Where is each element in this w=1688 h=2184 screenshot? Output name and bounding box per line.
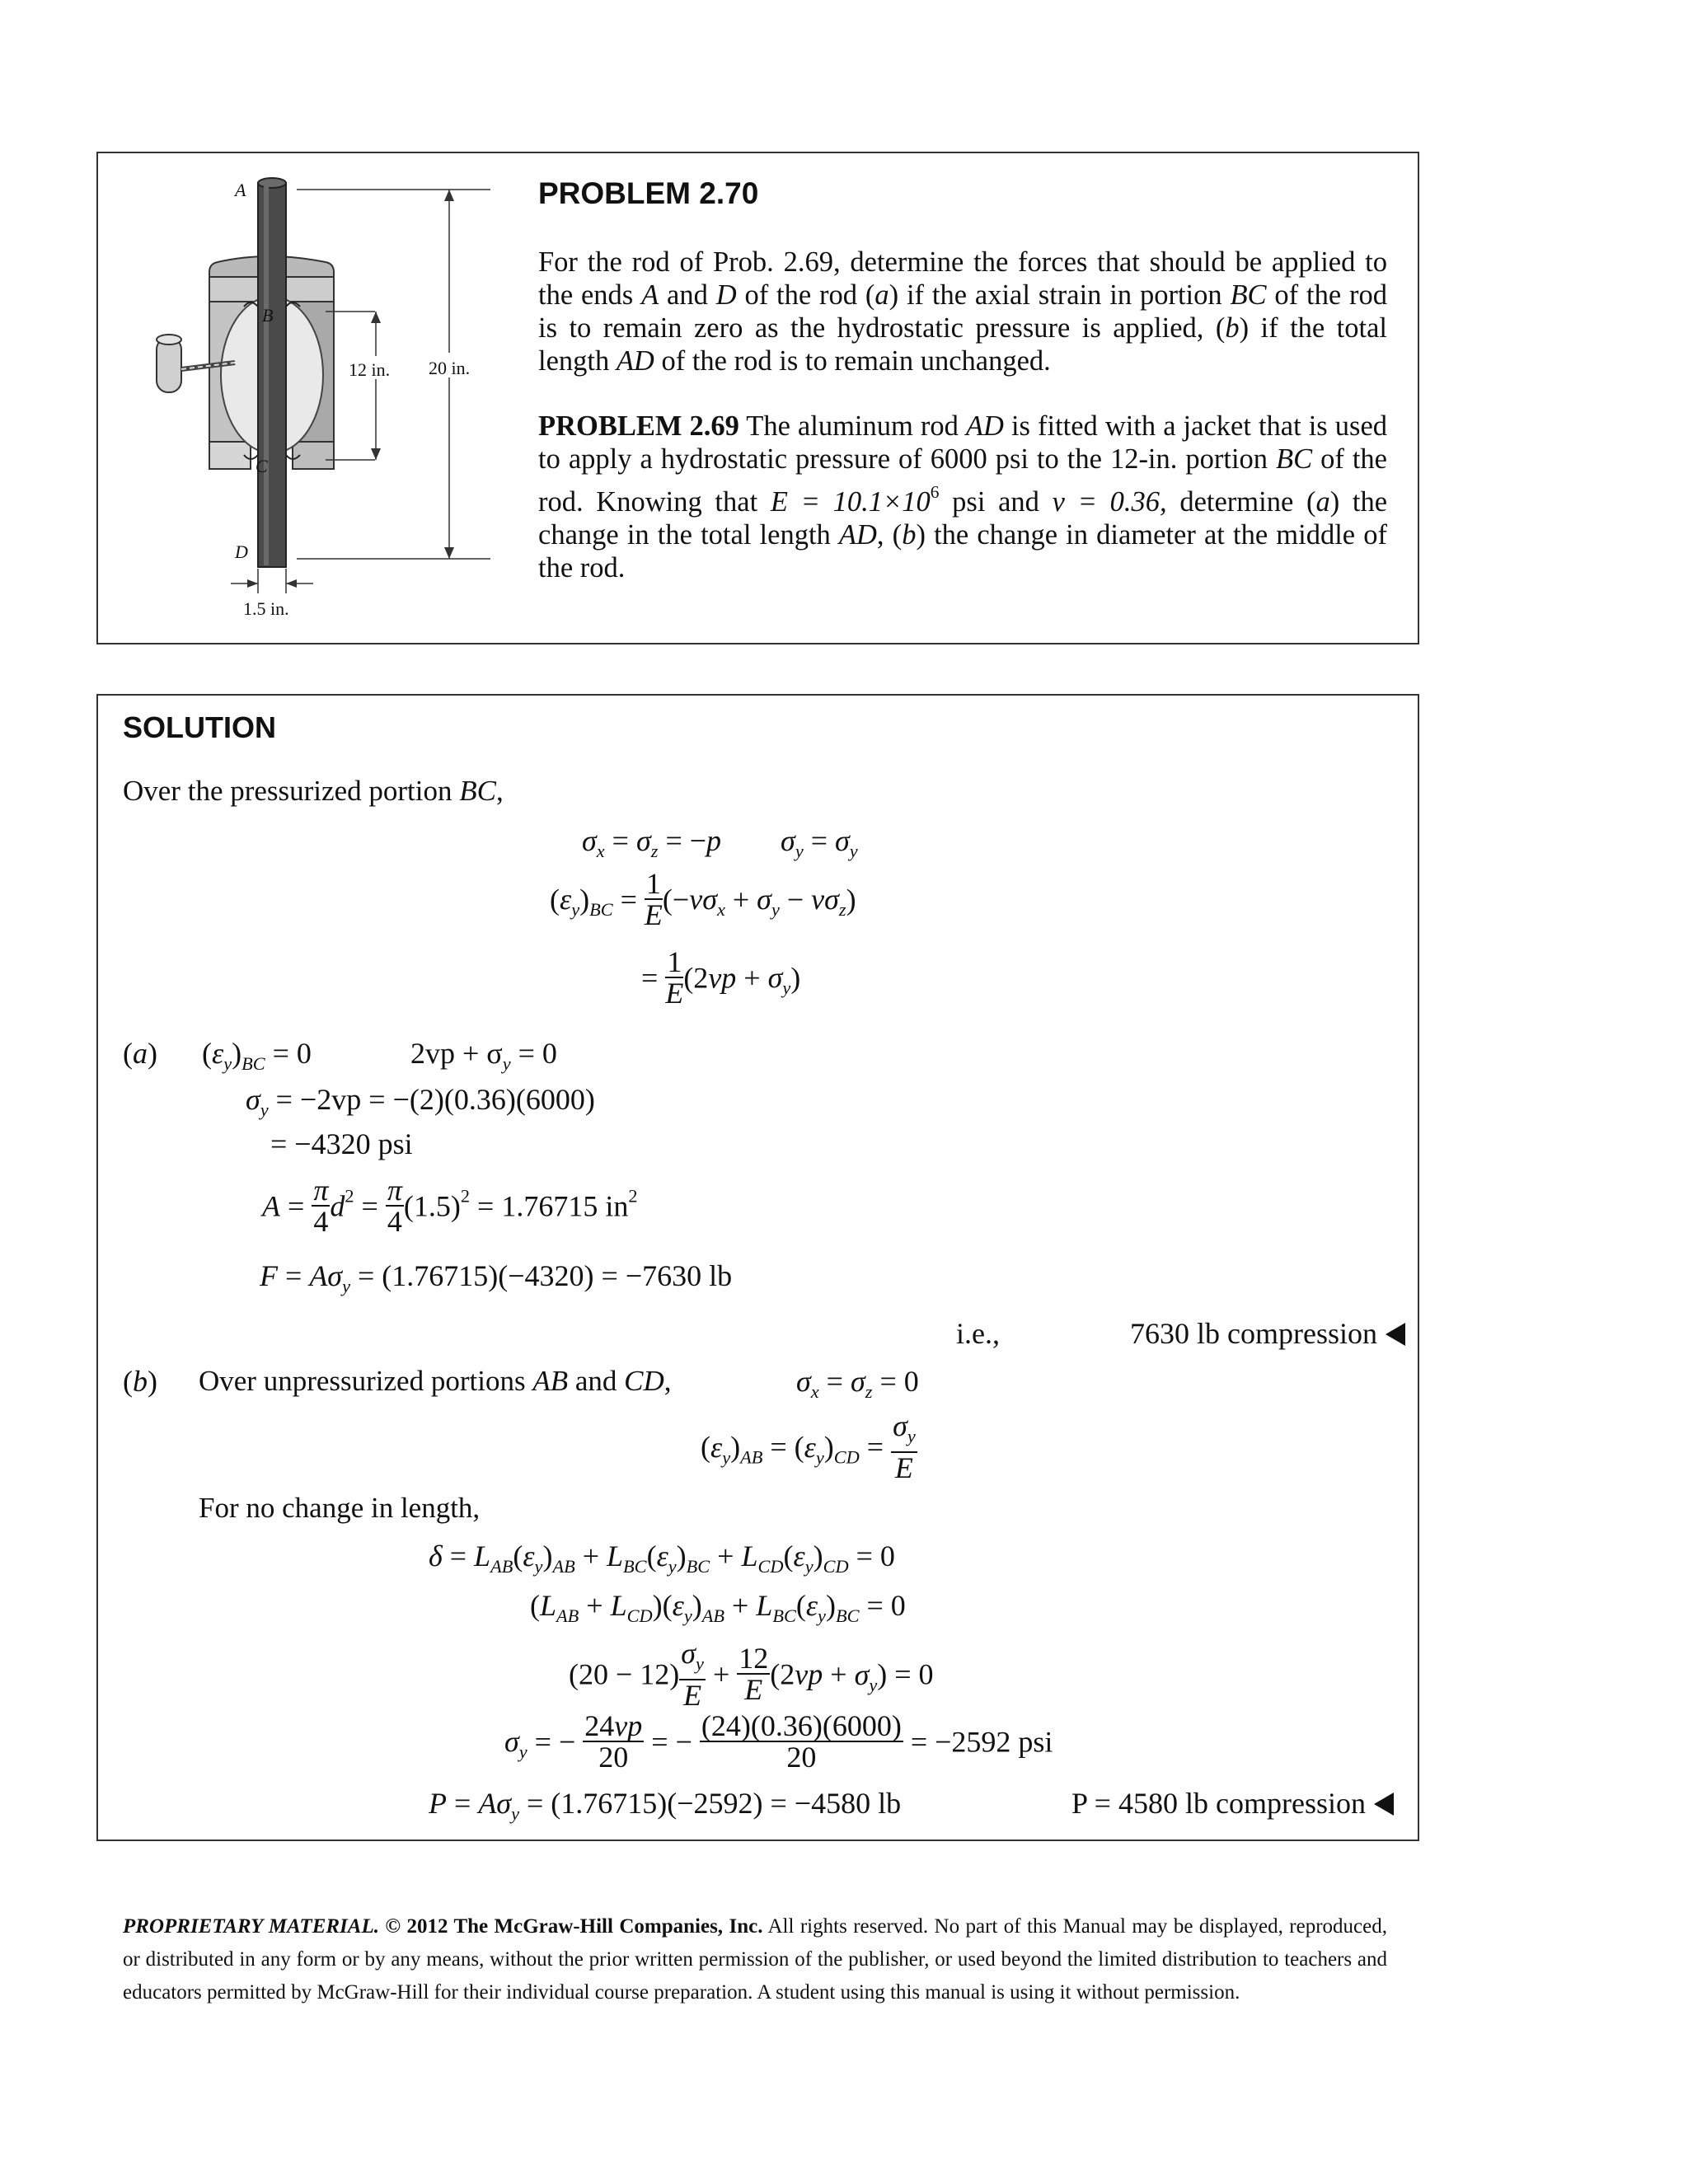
dim-20-label: 20 in.	[429, 358, 471, 378]
answer-a: 7630 lb compression	[1130, 1317, 1405, 1350]
answer-b: P = 4580 lb compression	[1071, 1787, 1394, 1820]
reference-problem: PROBLEM 2.69 The aluminum rod AD is fitted with a jacket that is used to apply a hydrostatic pressure of 6000 psi to the 12-in. portion BC of the rod. Knowing that $E = 10.1\times 10^6$ psi and v = 0.36, determine (a) the change in the total length AD, (b) the change in diameter at the middle of the rod.	[538, 410, 1388, 584]
answer-a-marker-icon	[1386, 1323, 1405, 1346]
eq-strain-bc-simplified: = $\frac{1}{E}$ $(2\nu p + \sigma_y)$	[641, 945, 801, 1010]
part-b-intro: Over unpressurized portions AB and CD,	[199, 1365, 672, 1397]
label-a: A	[235, 180, 246, 200]
eq-b-sigma: $\sigma_y$ = − $\frac{24\nu p}{20}$ = − $\frac{(24)(0.36)(6000)}{20}$ = −2592 psi	[504, 1709, 1053, 1774]
dim-12-label: 12 in.	[349, 359, 391, 380]
eq-a-force: $F = A\sigma_y = (1.76715)(-4320) = -7630$ lb	[260, 1259, 733, 1296]
rod-jacket-figure	[124, 165, 503, 626]
aluminum-rod	[258, 183, 286, 567]
eq-a-sigma-value: = −4320 psi	[270, 1127, 413, 1160]
eq-stress-components: $\sigma_x = \sigma_z = -p$ $\sigma_y = \sigma_y$	[582, 824, 858, 861]
no-change-text: For no change in length,	[199, 1492, 481, 1524]
eq-b-delta: $\delta = L_{AB}(\varepsilon_y)_{AB} + L_{BC}(\varepsilon_y)_{BC} + L_{CD}(\varepsilon_y)_{CD} = 0$	[429, 1540, 895, 1577]
dim-diameter-label: 1.5 in.	[243, 598, 289, 619]
eq-strain-bc: $(\varepsilon_y)_{BC}$ = $\frac{1}{E}$ $(-\nu\sigma_x + \sigma_y - \nu\sigma_z)$	[550, 867, 856, 931]
eq-b-force: $P = A\sigma_y = (1.76715)(-2592) = -4580$ lb	[429, 1787, 902, 1824]
eq-a-sigma: $\sigma_y = -2vp = -(2)(0.36)(6000)$	[246, 1083, 595, 1120]
problem-title: PROBLEM 2.70	[538, 176, 759, 210]
answer-b-marker-icon	[1374, 1793, 1394, 1816]
eq-a-condition: $(\varepsilon_y)_{BC} = 0$	[202, 1037, 312, 1074]
label-c: C	[256, 456, 268, 476]
eq-a-condition2: $2vp + \sigma_y = 0$	[410, 1037, 557, 1074]
valve-cylinder	[157, 338, 181, 392]
eq-b-delta2: $(L_{AB} + L_{CD})(\varepsilon_y)_{AB} + L_{BC}(\varepsilon_y)_{BC} = 0$	[530, 1589, 906, 1626]
eq-b-substituted: (20 − 12) $\frac{\sigma_y}{E}$ + $\frac{12}{E}$ $(2\nu p + \sigma_y) = 0$	[569, 1637, 934, 1712]
label-b: B	[262, 305, 274, 326]
copyright-footer: PROPRIETARY MATERIAL. © 2012 The McGraw-Hill Companies, Inc. All rights reserved. No part of this Manual may be displayed, reproduced, or distributed in any form or by any means, without the prior written permission of the publisher, or used beyond the limited distribution to teachers and educators permitted by McGraw-Hill for their individual course preparation. A student using this manual is using it without permission.	[123, 1915, 1387, 2004]
solution-title: SOLUTION	[123, 710, 276, 744]
part-a-label: (a)	[123, 1037, 157, 1070]
eq-b-stress: $\sigma_x = \sigma_z = 0$	[796, 1365, 919, 1402]
part-b-label: (b)	[123, 1365, 157, 1398]
eq-a-area: A = $\frac{\pi}{4}$ $d^2$ = $\frac{\pi}{4}$ $(1.5)^2 = 1.76715$ $in^2$	[262, 1174, 638, 1238]
solution-intro: Over the pressurized portion BC,	[123, 775, 504, 807]
eq-b-strain: $(\varepsilon_y)_{AB} = (\varepsilon_y)_{CD}$ = $\frac{\sigma_y}{E}$	[701, 1409, 916, 1484]
label-d: D	[235, 541, 248, 562]
ie-label: i.e.,	[956, 1317, 1000, 1350]
problem-statement: For the rod of Prob. 2.69, determine the forces that should be applied to the ends A and D of the rod (a) if the axial strain in portion BC of the rod is to remain zero as the hydrostatic pressure is applied, (b) if the total length AD of the rod is to remain unchanged.	[538, 246, 1388, 377]
